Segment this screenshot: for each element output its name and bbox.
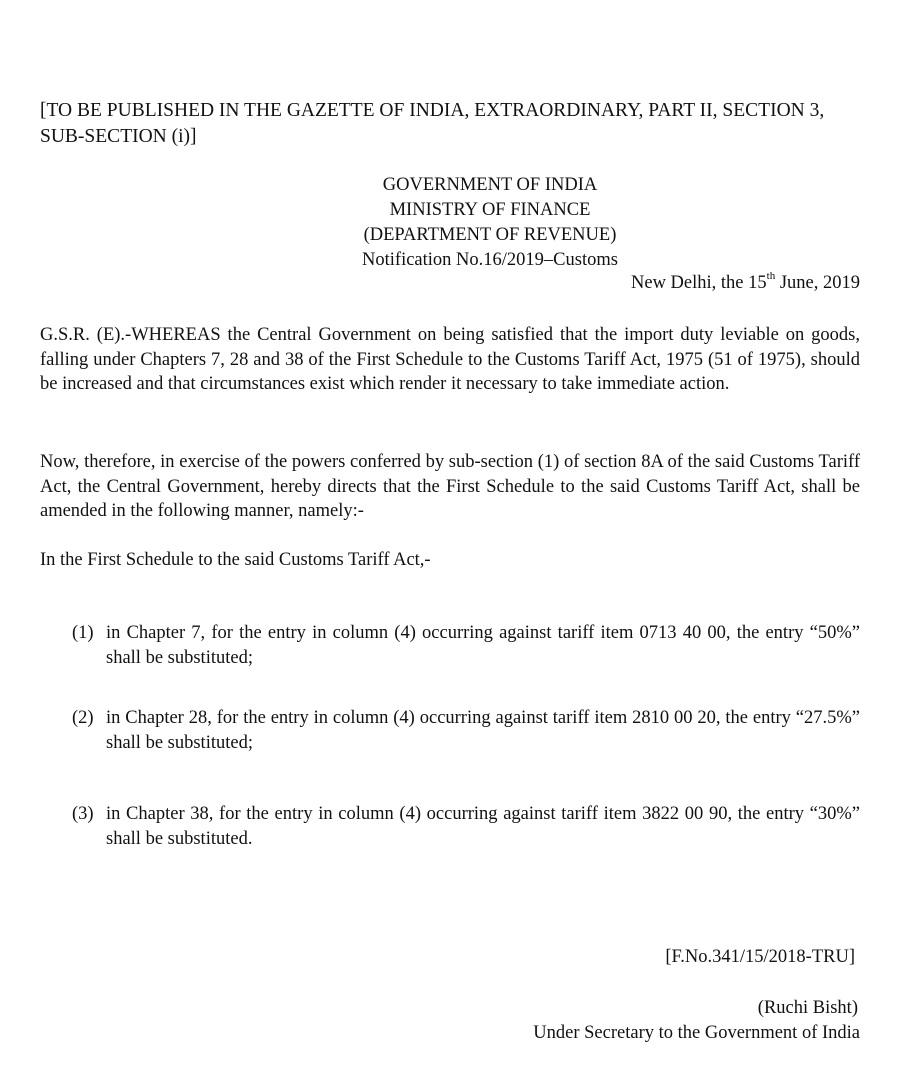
amendment-item: [72, 706, 860, 755]
ministry-name: MINISTRY OF FINANCE: [389, 200, 591, 220]
signatory-title: Under Secretary to the Government of India: [533, 1022, 860, 1043]
amendment-item-text: in Chapter 7, for the entry in column (4) occurring against tariff item 0713 40 00, the entry “50%” shall be substituted;: [106, 623, 860, 668]
place-date-rest: June, 2019: [775, 273, 860, 293]
file-number: [F.No.341/15/2018-TRU]: [665, 947, 855, 967]
place-date-prefix: New Delhi, the 15: [631, 273, 767, 293]
amendment-item: [72, 621, 860, 670]
amendment-item: [72, 802, 860, 851]
notification-number: Notification No.16/2019–Customs: [362, 250, 618, 270]
amendment-item-text: in Chapter 28, for the entry in column (4) occurring against tariff item 2810 00 20, the entry “27.5%” shall be substituted;: [106, 708, 860, 753]
government-name: GOVERNMENT OF INDIA: [382, 175, 598, 195]
schedule-intro: In the First Schedule to the said Customs Tariff Act,-: [40, 550, 431, 570]
signatory-block: [533, 996, 860, 1045]
amendment-item-number: (1): [72, 623, 94, 643]
notification-page: [40, 0, 860, 1076]
now-therefore-paragraph: Now, therefore, in exercise of the powers conferred by sub-section (1) of section 8A of the said Customs Tariff Act, the Central Government, hereby directs that the First Schedule to the said Customs Tariff Act, shall be amended in the following manner, namely:-: [40, 452, 860, 521]
amendment-item-number: (2): [72, 708, 94, 728]
date-ordinal-suffix: th: [766, 269, 776, 282]
place-date: [631, 271, 860, 296]
amendment-item-text: in Chapter 38, for the entry in column (4) occurring against tariff item 3822 00 90, the entry “30%” shall be substituted.: [106, 804, 860, 849]
signatory-name: (Ruchi Bisht): [757, 998, 858, 1018]
amendment-item-number: (3): [72, 804, 94, 824]
department-name: (DEPARTMENT OF REVENUE): [363, 225, 617, 245]
gsr-paragraph: G.S.R. (E).-WHEREAS the Central Government on being satisfied that the import duty leviable on goods, falling under Chapters 7, 28 and 38 of the First Schedule to the Customs Tariff Act, 1975 (51 of 1975), should be increased and that circumstances exist which render it necessary to take immediate action.: [40, 325, 860, 394]
issuer-block: [40, 173, 860, 273]
gazette-header: [TO BE PUBLISHED IN THE GAZETTE OF INDIA, EXTRAORDINARY, PART II, SECTION 3, SUB-SECTION (i)]: [40, 100, 825, 147]
